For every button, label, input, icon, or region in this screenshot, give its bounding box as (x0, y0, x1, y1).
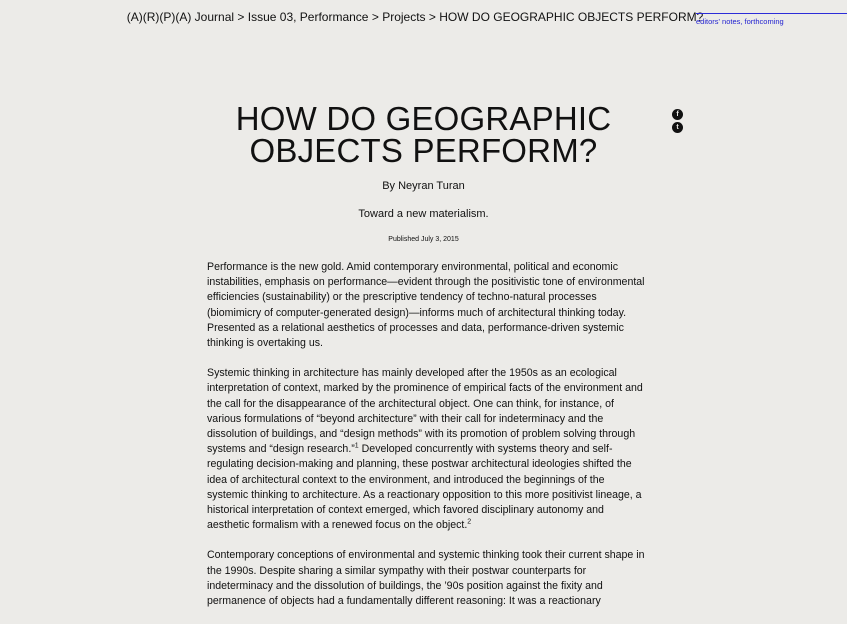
paragraph: Performance is the new gold. Amid contemporary environmental, political and economic instabilities, emphasis on performance—evident through the positivistic tone of environmental efficiencies (sustainability) or the prescriptive tendency of techno-natural processes (biomimicry of computer-generated design)—informs much of architectural thinking today. Presented as a relational aesthetics of processes and data, performance-driven systemic thinking is overtaking us. (207, 261, 645, 350)
twitter-icon[interactable]: t (672, 122, 683, 133)
paragraph-text: Developed concurrently with systems theory and self-regulating decision-making and planning, these postwar architectural ideologies shifted the idea of architectural context to the environment, and introduced the beginnings of the systemic thinking to architecture. As a reactionary opposition to this more positivist lineage, a historical interpretation of context emerged, which favored disciplinary autonomy and aesthetic formalism with a renewed focus on the object. (207, 443, 642, 532)
title-line-1: HOW DO GEOGRAPHIC (235, 100, 612, 137)
breadcrumb-section[interactable]: Projects (382, 10, 426, 24)
article-subtitle: Toward a new materialism. (358, 208, 489, 220)
author-byline: By Neyran Turan (382, 180, 465, 192)
breadcrumb-current: HOW DO GEOGRAPHIC OBJECTS PERFORM? (439, 10, 704, 24)
editors-notes-link[interactable]: editors' notes, forthcoming (696, 17, 784, 26)
footnote-ref-2[interactable]: 2 (467, 518, 472, 526)
publish-date: Published July 3, 2015 (388, 236, 459, 243)
footnote-ref-1[interactable]: 1 (354, 442, 359, 450)
paragraph (207, 366, 647, 533)
top-nav (696, 13, 847, 26)
breadcrumb-issue[interactable]: Issue 03, Performance (247, 10, 369, 24)
breadcrumb-separator: > (428, 10, 436, 24)
breadcrumb-journal[interactable]: (A)(R)(P)(A) Journal (126, 10, 235, 24)
breadcrumb-separator: > (371, 10, 379, 24)
paragraph: Contemporary conceptions of environmental and systemic thinking took their current shape in the 1990s. Despite sharing a similar sympathy with their postwar counterparts for indeterminacy and the dissolution of buildings, the ’90s position against the fixity and permanence of objects had a fundamentally different reasoning: It was a reactionary (207, 549, 645, 608)
page-title (0, 100, 847, 169)
paragraph-text: Systemic thinking in architecture has mainly developed after the 1950s as an ecological interpretation of context, marked by the prominence of empirical facts of the environment and the call for the disappearance of the architectural object. One can think, for instance, of various formulations of “beyond architecture” with their call for indeterminacy and the dissolution of buildings, and “design methods” with its promotion of problem solving through systems and “design research.” (207, 367, 643, 456)
breadcrumb-separator: > (237, 10, 245, 24)
article-body (207, 260, 647, 624)
title-line-2: OBJECTS PERFORM? (249, 132, 598, 169)
facebook-icon[interactable]: f (672, 109, 683, 120)
